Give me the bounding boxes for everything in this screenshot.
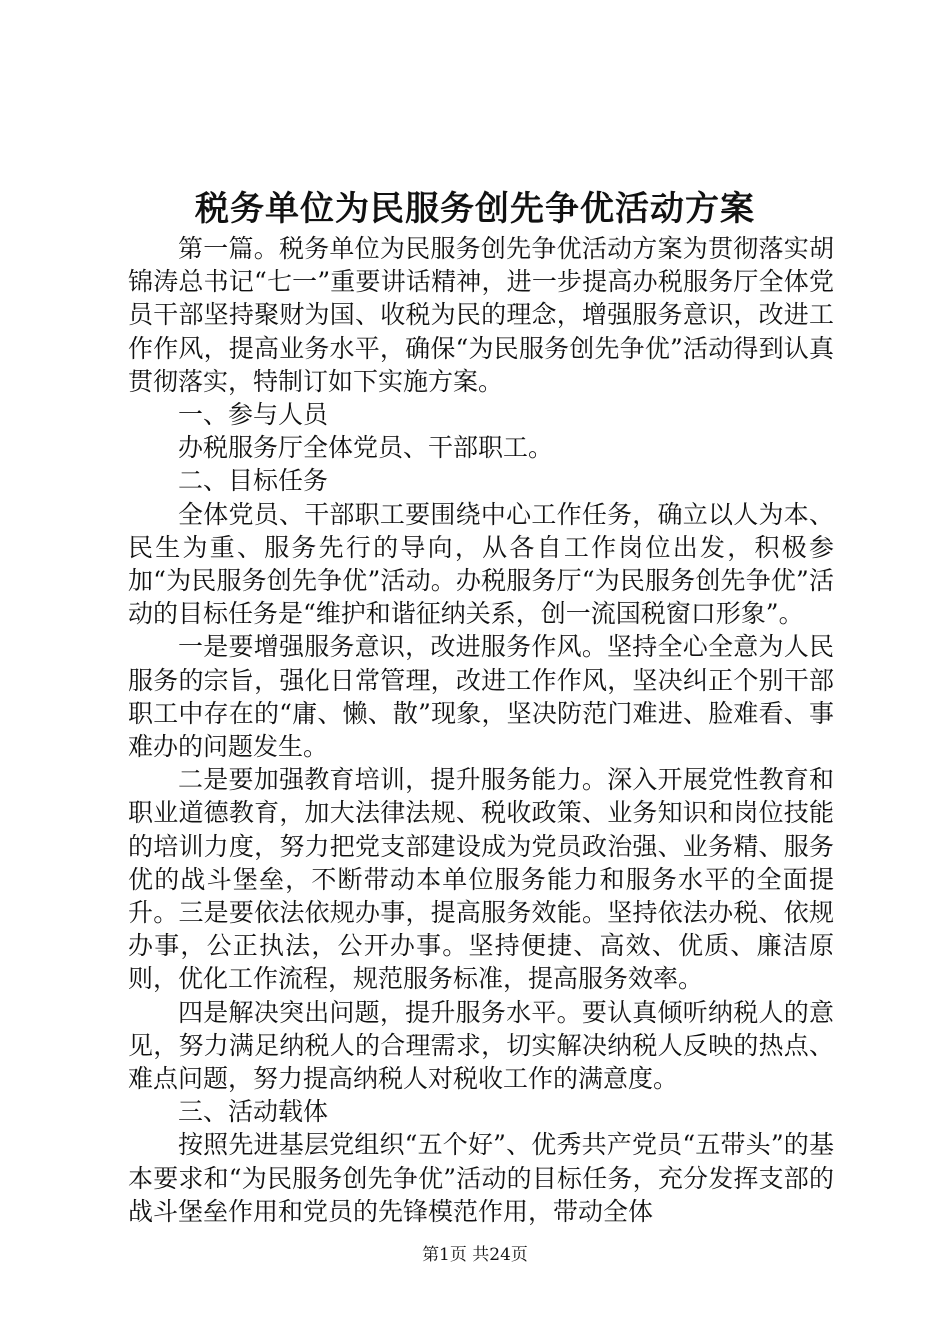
section-heading-participants: 一、参与人员: [178, 400, 329, 430]
section-heading-activity-carrier: 三、活动载体: [178, 1097, 329, 1127]
paragraph-goal-four: 四是解决突出问题，提升服务水平。要认真倾听纳税人的意见，努力满足纳税人的合理需求，切实解决纳税人反映的热点、难点问题，努力提高纳税人对税收工作的满意度。: [128, 997, 834, 1094]
paragraph-goals: 全体党员、干部职工要围绕中心工作任务，确立以人为本、民生为重、服务先行的导向，从各自工作岗位出发，积极参加“为民服务创先争优”活动。办税服务厅“为民服务创先争优”活动的目标任务是“维护和谐征纳关系，创一流国税窗口形象”。: [128, 499, 834, 629]
document-body: [128, 232, 834, 1228]
paragraph-intro: 第一篇。税务单位为民服务创先争优活动方案为贯彻落实胡锦涛总书记“七一”重要讲话精神，进一步提高办税服务厅全体党员干部坚持聚财为国、收税为民的理念，增强服务意识，改进工作作风，提高业务水平，确保“为民服务创先争优”活动得到认真贯彻落实，特制订如下实施方案。: [128, 234, 834, 396]
paragraph-goal-one: 一是要增强服务意识，改进服务作风。坚持全心全意为人民服务的宗旨，强化日常管理，改进工作作风，坚决纠正个别干部职工中存在的“庸、懒、散”现象，坚决防范门难进、脸难看、事难办的问题发生。: [128, 632, 834, 762]
paragraph-goal-two-three: 二是要加强教育培训，提升服务能力。深入开展党性教育和职业道德教育，加大法律法规、税收政策、业务知识和岗位技能的培训力度，努力把党支部建设成为党员政治强、业务精、服务优的战斗堡垒，不断带动本单位服务能力和服务水平的全面提升。三是要依法依规办事，提高服务效能。坚持依法办税、依规办事，公正执法，公开办事。坚持便捷、高效、优质、廉洁原则，优化工作流程，规范服务标准，提高服务效率。: [128, 765, 834, 994]
paragraph-activity-carrier: 按照先进基层党组织“五个好”、优秀共产党员“五带头”的基本要求和“为民服务创先争优”活动的目标任务，充分发挥支部的战斗堡垒作用和党员的先锋模范作用，带动全体: [128, 1130, 834, 1226]
section-heading-goals: 二、目标任务: [178, 466, 329, 496]
document-title: 税务单位为民服务创先争优活动方案: [195, 189, 755, 229]
paragraph-participants: 办税服务厅全体党员、干部职工。: [178, 433, 554, 463]
page-footer: 第1页 共24页: [422, 1245, 528, 1265]
